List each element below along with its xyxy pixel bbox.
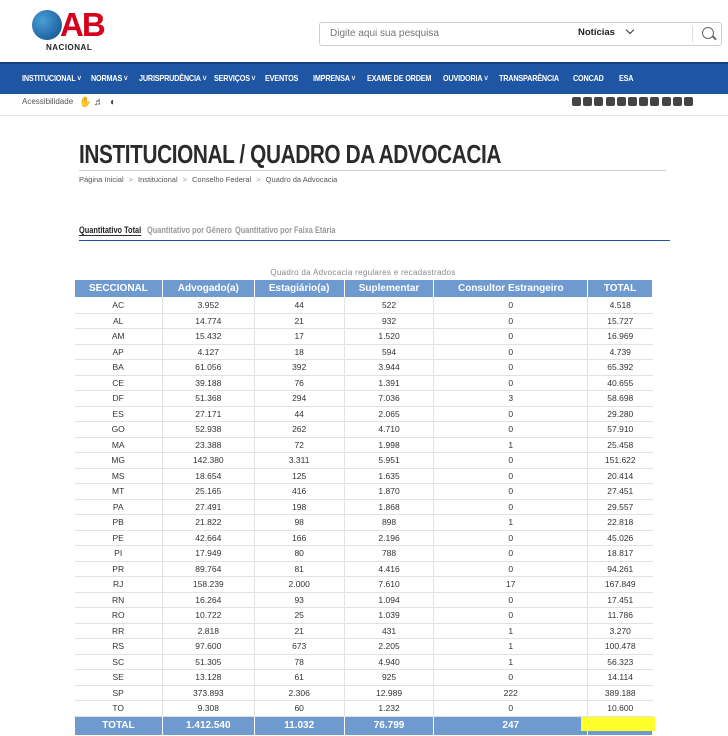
page-title: INSTITUCIONAL / QUADRO DA ADVOCACIA	[79, 139, 502, 169]
tab-quantitativo-faixa-etaria[interactable]: Quantitativo por Faixa Etária	[235, 225, 336, 235]
table-cell: 788	[344, 546, 434, 562]
table-cell: 2.196	[344, 530, 434, 546]
table-row	[75, 329, 653, 345]
nav-item-3[interactable]	[214, 73, 255, 83]
table-row	[75, 360, 653, 376]
table-cell: 39.188	[162, 375, 254, 391]
table-cell: 60	[254, 701, 344, 717]
table-cell: 51.305	[162, 654, 254, 670]
table-row	[75, 453, 653, 469]
table-cell: 1	[434, 515, 588, 531]
table-cell: 898	[344, 515, 434, 531]
chevron-down-icon: ˅	[251, 74, 256, 83]
table-row	[75, 375, 653, 391]
table-cell: 21	[254, 623, 344, 639]
table-cell: DF	[75, 391, 163, 407]
table-cell: AP	[75, 344, 163, 360]
table-row	[75, 577, 653, 593]
table-row	[75, 499, 653, 515]
column-header: Suplementar	[344, 280, 434, 298]
table-cell: 81	[254, 561, 344, 577]
table-cell: SP	[75, 685, 163, 701]
table-cell: 15.727	[588, 313, 653, 329]
table-cell: 21.822	[162, 515, 254, 531]
table-cell: 45.026	[588, 530, 653, 546]
table-cell: 0	[434, 360, 588, 376]
table-cell: 0	[434, 484, 588, 500]
table-cell: 51.368	[162, 391, 254, 407]
total-cell: 1.412.540	[162, 716, 254, 735]
table-cell: 151.622	[588, 453, 653, 469]
chevron-down-icon: ˅	[351, 74, 356, 83]
table-cell: 11.786	[588, 608, 653, 624]
table-cell: 4.416	[344, 561, 434, 577]
table-cell: 2.205	[344, 639, 434, 655]
table-row	[75, 701, 653, 717]
table-cell: 198	[254, 499, 344, 515]
table-cell: PI	[75, 546, 163, 562]
table-cell: 0	[434, 468, 588, 484]
table-row	[75, 468, 653, 484]
accessibility-bar	[0, 93, 728, 116]
table-cell: 1.520	[344, 329, 434, 345]
table-cell: 125	[254, 468, 344, 484]
total-highlight	[581, 717, 655, 731]
table-cell: 5.951	[344, 453, 434, 469]
table-cell: CE	[75, 375, 163, 391]
accessibility-label: Acessibilidade	[22, 97, 74, 106]
table-cell: 1.391	[344, 375, 434, 391]
table-row	[75, 391, 653, 407]
table-cell: 4.710	[344, 422, 434, 438]
table-row	[75, 654, 653, 670]
table-cell: RS	[75, 639, 163, 655]
breadcrumb-item[interactable]: Página Inicial	[79, 175, 124, 184]
table-cell: 16.969	[588, 329, 653, 345]
advocacia-table	[74, 279, 653, 736]
x-icon[interactable]	[606, 97, 615, 106]
table-row	[75, 313, 653, 329]
table-cell: AC	[75, 298, 163, 314]
spotify-icon[interactable]	[662, 97, 671, 106]
main-nav	[0, 62, 728, 94]
table-cell: ES	[75, 406, 163, 422]
logo-letters: AB	[60, 6, 104, 43]
table-cell: MA	[75, 437, 163, 453]
table-cell: 22.818	[588, 515, 653, 531]
table-cell: 25	[254, 608, 344, 624]
logo-subtitle: NACIONAL	[46, 43, 93, 52]
facebook-icon[interactable]	[572, 97, 581, 106]
table-cell: 0	[434, 298, 588, 314]
breadcrumb	[79, 175, 337, 184]
table-cell: 3	[434, 391, 588, 407]
audio-description-icon[interactable]: ♬	[94, 97, 104, 108]
table-cell: 17	[434, 577, 588, 593]
chevron-down-icon: ˅	[484, 74, 488, 83]
nav-item-0[interactable]	[22, 73, 81, 83]
chevron-down-icon: ˅	[202, 74, 207, 83]
table-cell: 100.478	[588, 639, 653, 655]
table-row	[75, 422, 653, 438]
table-cell: 18.654	[162, 468, 254, 484]
nav-item-label: EVENTOS	[265, 73, 299, 83]
table-cell: 0	[434, 670, 588, 686]
oab-logo[interactable]	[32, 8, 112, 54]
table-cell: 4.127	[162, 344, 254, 360]
table-cell: 158.239	[162, 577, 254, 593]
social-links	[572, 97, 695, 115]
linkedin-icon[interactable]	[650, 97, 659, 106]
table-cell: 1	[434, 654, 588, 670]
table-cell: AM	[75, 329, 163, 345]
table-cell: 392	[254, 360, 344, 376]
table-row	[75, 670, 653, 686]
nav-item-label: EXAME DE ORDEM	[367, 73, 432, 83]
table-cell: 15.432	[162, 329, 254, 345]
table-row	[75, 592, 653, 608]
table-cell: 416	[254, 484, 344, 500]
table-cell: 262	[254, 422, 344, 438]
table-cell: RN	[75, 592, 163, 608]
table-cell: RR	[75, 623, 163, 639]
table-cell: 16.264	[162, 592, 254, 608]
table-cell: SE	[75, 670, 163, 686]
table-row	[75, 685, 653, 701]
table-cell: 58.698	[588, 391, 653, 407]
table-cell: RJ	[75, 577, 163, 593]
table-cell: PR	[75, 561, 163, 577]
table-header-row	[75, 280, 653, 298]
table-cell: 0	[434, 375, 588, 391]
top-header	[0, 0, 728, 62]
table-cell: 2.065	[344, 406, 434, 422]
chevron-right-icon: >	[256, 175, 261, 184]
table-cell: 14.114	[588, 670, 653, 686]
table-cell: 13.128	[162, 670, 254, 686]
table-cell: 94.261	[588, 561, 653, 577]
table-cell: AL	[75, 313, 163, 329]
table-cell: 0	[434, 561, 588, 577]
table-cell: 44	[254, 298, 344, 314]
table-cell: PE	[75, 530, 163, 546]
breadcrumb-item[interactable]: Conselho Federal	[192, 175, 252, 184]
table-cell: 14.774	[162, 313, 254, 329]
table-cell: 222	[434, 685, 588, 701]
table-cell: 0	[434, 344, 588, 360]
tab-quantitativo-total[interactable]: Quantitativo Total	[79, 225, 142, 235]
youtube-icon[interactable]	[617, 97, 626, 106]
table-cell: 1.868	[344, 499, 434, 515]
table-cell: SC	[75, 654, 163, 670]
search-divider	[692, 26, 693, 42]
table-row	[75, 639, 653, 655]
table-cell: 373.893	[162, 685, 254, 701]
column-header: SECCIONAL	[75, 280, 163, 298]
table-row	[75, 515, 653, 531]
rss-icon[interactable]	[673, 97, 682, 106]
table-cell: 17.451	[588, 592, 653, 608]
table-cell: 0	[434, 329, 588, 345]
table-cell: BA	[75, 360, 163, 376]
search-scope-label: Notícias	[578, 27, 615, 38]
table-cell: 0	[434, 592, 588, 608]
table-cell: 925	[344, 670, 434, 686]
table-cell: 1	[434, 639, 588, 655]
table-cell: 12.989	[344, 685, 434, 701]
tab-quantitativo-genero[interactable]: Quantitativo por Gênero	[147, 225, 232, 235]
nav-item-label: SERVIÇOS	[214, 73, 250, 83]
table-cell: MT	[75, 484, 163, 500]
table-cell: 29.280	[588, 406, 653, 422]
table-cell: 40.655	[588, 375, 653, 391]
nav-item-8[interactable]	[499, 73, 559, 83]
table-cell: 1.039	[344, 608, 434, 624]
table-cell: 3.311	[254, 453, 344, 469]
nav-item-2[interactable]	[139, 73, 206, 83]
table-cell: 3.270	[588, 623, 653, 639]
table-cell: 0	[434, 499, 588, 515]
table-cell: 89.764	[162, 561, 254, 577]
table-cell: GO	[75, 422, 163, 438]
table-cell: 10.722	[162, 608, 254, 624]
breadcrumb-item[interactable]: Institucional	[138, 175, 178, 184]
table-cell: 0	[434, 546, 588, 562]
chevron-right-icon: >	[128, 175, 134, 184]
table-cell: 1.232	[344, 701, 434, 717]
table-cell: MG	[75, 453, 163, 469]
search-input[interactable]	[330, 25, 560, 42]
table-cell: 0	[434, 313, 588, 329]
table-caption: Quadro da Advocacia regulares e recadastrados	[270, 268, 456, 277]
table-cell: 0	[434, 406, 588, 422]
table-cell: 20.414	[588, 468, 653, 484]
flickr-icon[interactable]	[639, 97, 648, 106]
table-cell: 1	[434, 437, 588, 453]
chevron-down-icon: ˅	[77, 74, 82, 83]
table-cell: 2.818	[162, 623, 254, 639]
table-cell: 93	[254, 592, 344, 608]
nav-item-label: TRANSPARÊNCIA	[499, 73, 559, 83]
table-row	[75, 484, 653, 500]
table-cell: 78	[254, 654, 344, 670]
chevron-down-icon: ˅	[123, 74, 128, 83]
table-cell: 25.458	[588, 437, 653, 453]
table-cell: 29.557	[588, 499, 653, 515]
podcast-icon[interactable]	[684, 97, 693, 106]
table-cell: 0	[434, 608, 588, 624]
globe-icon	[32, 10, 62, 40]
nav-item-label: IMPRENSA	[313, 73, 350, 83]
table-cell: PB	[75, 515, 163, 531]
table-cell: 17.949	[162, 546, 254, 562]
table-cell: 166	[254, 530, 344, 546]
total-cell: TOTAL	[75, 716, 163, 735]
table-cell: 42.664	[162, 530, 254, 546]
table-row	[75, 561, 653, 577]
table-cell: 673	[254, 639, 344, 655]
search-icon[interactable]	[702, 27, 714, 39]
table-cell: 7.036	[344, 391, 434, 407]
nav-item-5[interactable]	[313, 73, 355, 83]
nav-item-label: ESA	[619, 73, 634, 83]
table-cell: 389.188	[588, 685, 653, 701]
table-cell: TO	[75, 701, 163, 717]
column-header: Consultor Estrangeiro	[434, 280, 588, 298]
table-cell: 72	[254, 437, 344, 453]
nav-item-label: OUVIDORIA	[443, 73, 483, 83]
table-cell: 61	[254, 670, 344, 686]
table-cell: 27.171	[162, 406, 254, 422]
title-divider	[79, 170, 666, 171]
table-cell: 65.392	[588, 360, 653, 376]
table-cell: 25.165	[162, 484, 254, 500]
total-cell: 247	[434, 716, 588, 735]
table-row	[75, 298, 653, 314]
table-cell: 97.600	[162, 639, 254, 655]
total-cell: 76.799	[344, 716, 434, 735]
table-cell: 2.000	[254, 577, 344, 593]
total-row	[75, 716, 653, 735]
column-header: Estagiário(a)	[254, 280, 344, 298]
nav-item-label: INSTITUCIONAL	[22, 73, 76, 83]
table-cell: MS	[75, 468, 163, 484]
table-row	[75, 406, 653, 422]
table-cell: 3.944	[344, 360, 434, 376]
table-cell: RO	[75, 608, 163, 624]
table-row	[75, 530, 653, 546]
table-cell: 1.094	[344, 592, 434, 608]
table-cell: 0	[434, 530, 588, 546]
nav-item-9[interactable]	[573, 73, 604, 83]
nav-item-4[interactable]	[265, 73, 298, 83]
chevron-right-icon: >	[182, 175, 188, 184]
nav-item-label: JURISPRUDÊNCIA	[139, 73, 201, 83]
table-row	[75, 437, 653, 453]
search-bar	[319, 22, 722, 46]
table-cell: 4.518	[588, 298, 653, 314]
table-row	[75, 608, 653, 624]
table-cell: 80	[254, 546, 344, 562]
table-cell: 522	[344, 298, 434, 314]
tiktok-icon[interactable]	[628, 97, 637, 106]
table-cell: 27.491	[162, 499, 254, 515]
table-cell: 0	[434, 701, 588, 717]
table-cell: 142.380	[162, 453, 254, 469]
table-cell: 0	[434, 453, 588, 469]
nav-item-10[interactable]	[619, 73, 633, 83]
contrast-icon[interactable]: ◐	[110, 97, 117, 108]
table-cell: PA	[75, 499, 163, 515]
table-cell: 3.952	[162, 298, 254, 314]
table-cell: 294	[254, 391, 344, 407]
table-cell: 23.388	[162, 437, 254, 453]
table-cell: 167.849	[588, 577, 653, 593]
tab-bar	[79, 222, 670, 241]
column-header: TOTAL	[588, 280, 653, 298]
table-cell: 57.910	[588, 422, 653, 438]
nav-item-7[interactable]	[443, 73, 488, 83]
table-cell: 61.056	[162, 360, 254, 376]
table-cell: 98	[254, 515, 344, 531]
column-header: Advogado(a)	[162, 280, 254, 298]
table-cell: 21	[254, 313, 344, 329]
table-cell: 2.306	[254, 685, 344, 701]
table-cell: 1.870	[344, 484, 434, 500]
table-cell: 594	[344, 344, 434, 360]
search-scope-select[interactable]	[578, 27, 633, 38]
table-cell: 18	[254, 344, 344, 360]
table-cell: 431	[344, 623, 434, 639]
hand-sign-icon[interactable]: ✋	[79, 97, 92, 108]
nav-item-label: NORMAS	[91, 73, 123, 83]
table-cell: 7.610	[344, 577, 434, 593]
table-cell: 1.635	[344, 468, 434, 484]
nav-item-6[interactable]	[367, 73, 431, 83]
table-cell: 0	[434, 422, 588, 438]
table-cell: 1	[434, 623, 588, 639]
nav-item-1[interactable]	[91, 73, 128, 83]
table-cell: 1.998	[344, 437, 434, 453]
table-row	[75, 623, 653, 639]
table-cell: 56.323	[588, 654, 653, 670]
nav-item-label: CONCAD	[573, 73, 604, 83]
table-cell: 44	[254, 406, 344, 422]
table-cell: 932	[344, 313, 434, 329]
instagram-icon[interactable]	[583, 97, 592, 106]
table-cell: 18.817	[588, 546, 653, 562]
table-cell: 17	[254, 329, 344, 345]
table-row	[75, 344, 653, 360]
table-cell: 9.308	[162, 701, 254, 717]
table-row	[75, 546, 653, 562]
breadcrumb-item: Quadro da Advocacia	[265, 175, 338, 184]
table-cell: 10.600	[588, 701, 653, 717]
threads-icon[interactable]	[594, 97, 603, 106]
total-cell: 11.032	[254, 716, 344, 735]
table-cell: 27.451	[588, 484, 653, 500]
chevron-down-icon	[626, 26, 634, 34]
table-cell: 4.739	[588, 344, 653, 360]
table-cell: 76	[254, 375, 344, 391]
table-cell: 4.940	[344, 654, 434, 670]
table-cell: 52.938	[162, 422, 254, 438]
